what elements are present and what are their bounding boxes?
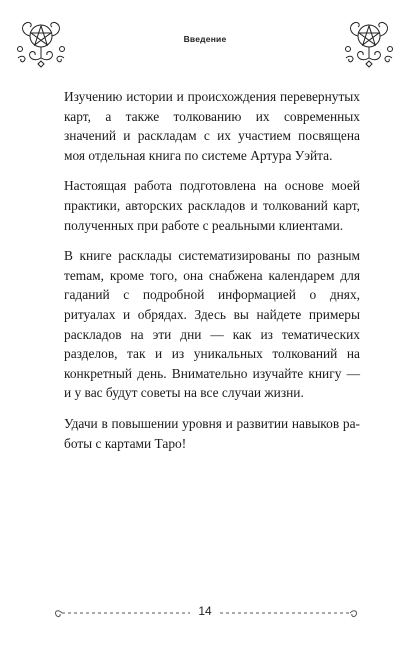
- paragraph: В книге расклады систематизированы по разным теmам, кроме того, она снабжена календарем для гаданий с подробной информацией о днях, ритуалах и обрядах. Здесь вы найдете примеры раскладов на эти дни — как из тематических разделов, так и из уникальных толкований на конкретный день. Внимательно изучайте книгу — и у вас будут советы на все случаи жизни.: [64, 248, 360, 401]
- paragraph: Изучению истории и происхождения перевернутых карт, а также толкованию их современных значений и раскладам с их участием посвящена моя отдельная книга по системе Артура Уэйта.: [64, 89, 360, 163]
- paragraph: Настоящая работа подготовлена на основе моей практики, авторских раскладов и толкований карт, полученных при работе с реальными клиентами.: [64, 178, 360, 233]
- page-title: Введение: [183, 34, 227, 44]
- body-text: [64, 87, 360, 464]
- pentacle-ornament-icon: [342, 14, 396, 76]
- pentacle-ornament-icon: [14, 14, 68, 76]
- paragraph: Удачи в повышении уровня и развитии навыков работы с картами Таро!: [64, 415, 360, 451]
- page-number: 14: [198, 604, 212, 618]
